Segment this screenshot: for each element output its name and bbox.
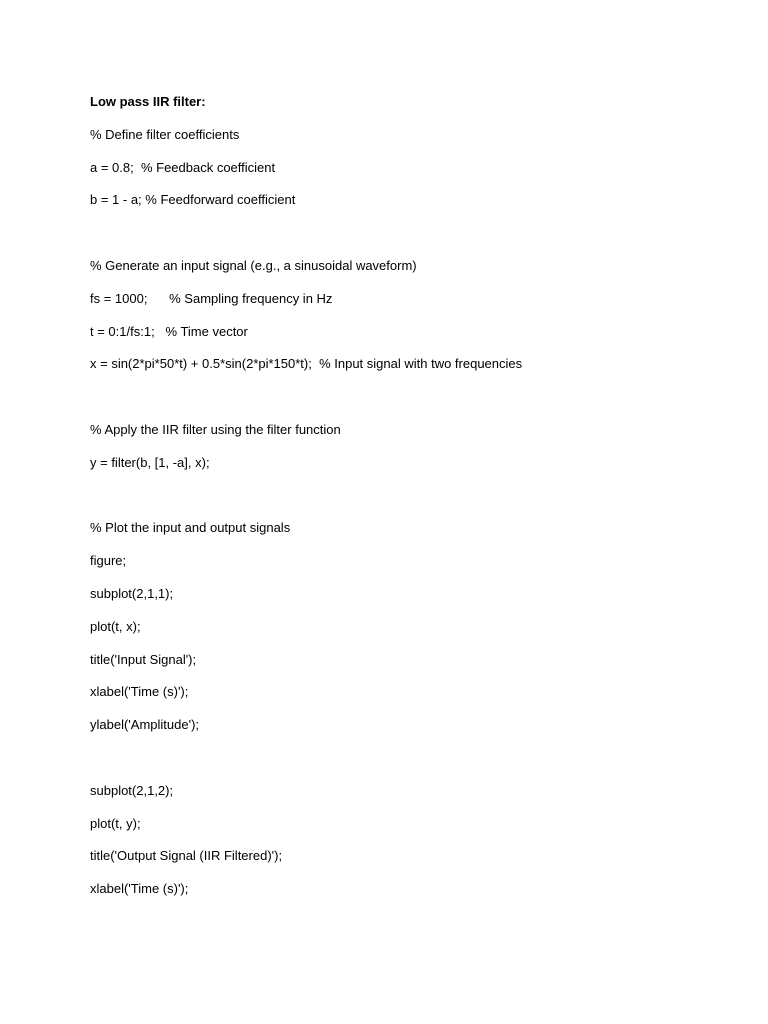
code-line: figure; <box>90 553 127 569</box>
code-line: t = 0:1/fs:1; % Time vector <box>90 323 248 339</box>
code-line: % Apply the IIR filter using the filter function <box>90 421 341 437</box>
code-line: xlabel('Time (s)'); <box>90 684 189 700</box>
code-line: a = 0.8; % Feedback coefficient <box>90 159 276 175</box>
blank-line <box>90 225 730 258</box>
code-line: % Plot the input and output signals <box>90 520 291 536</box>
code-line: subplot(2,1,2); <box>90 782 174 798</box>
code-line: plot(t, x); <box>90 618 141 634</box>
document-body <box>90 94 730 914</box>
code-line: y = filter(b, [1, -a], x); <box>90 454 210 470</box>
code-line: ylabel('Amplitude'); <box>90 717 200 733</box>
code-line: % Generate an input signal (e.g., a sinusoidal waveform) <box>90 257 417 273</box>
code-line: title('Output Signal (IIR Filtered)'); <box>90 848 283 864</box>
code-line: subplot(2,1,1); <box>90 585 174 601</box>
code-line: b = 1 - a; % Feedforward coefficient <box>90 192 296 208</box>
blank-line <box>90 389 730 422</box>
blank-line <box>90 750 730 783</box>
document-heading: Low pass IIR filter: <box>90 94 206 109</box>
blank-line <box>90 488 730 521</box>
code-line: title('Input Signal'); <box>90 651 197 667</box>
code-line: plot(t, y); <box>90 815 141 831</box>
code-line: x = sin(2*pi*50*t) + 0.5*sin(2*pi*150*t); % Input signal with two frequencies <box>90 356 523 372</box>
code-line: xlabel('Time (s)'); <box>90 881 189 897</box>
code-line: % Define filter coefficients <box>90 126 240 142</box>
code-line: fs = 1000; % Sampling frequency in Hz <box>90 290 333 306</box>
